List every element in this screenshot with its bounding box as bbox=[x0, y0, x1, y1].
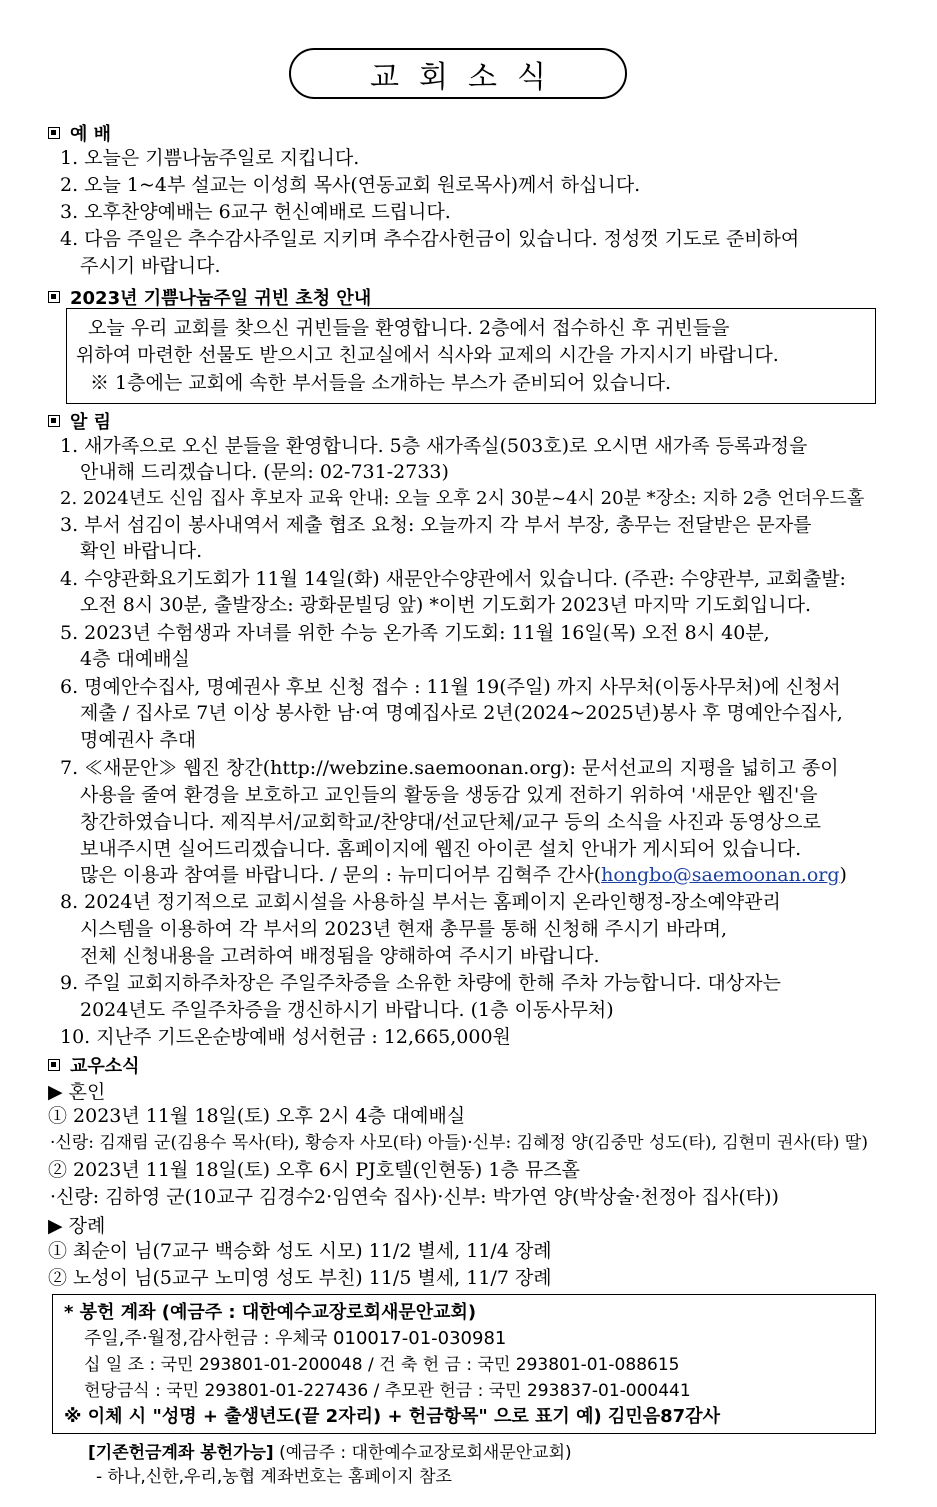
guest-box-line: ※ 1층에는 교회에 속한 부서들을 소개하는 부스가 준비되어 있습니다. bbox=[90, 372, 672, 394]
notice-item-cont: 사용을 줄여 환경을 보호하고 교인들의 활동을 생동감 있게 전하기 위하여 '새문안 웹진'을 bbox=[80, 784, 818, 806]
footer-rest: (예금주 : 대한예수교장로회새문안교회) bbox=[273, 1443, 572, 1463]
footer-bold: [기존헌금계좌 봉헌가능] bbox=[88, 1443, 274, 1463]
wedding-heading: ▶ 혼인 bbox=[48, 1081, 106, 1103]
notice-item: 6. 명예안수집사, 명예권사 후보 신청 접수 : 11월 19(주일) 까지 사무처(이동사무처)에 신청서 bbox=[60, 676, 841, 698]
notice-item-cont: 창간하였습니다. 제직부서/교회학교/찬양대/선교단체/교구 등의 소식을 사진과 동영상으로 bbox=[80, 811, 821, 833]
wedding-item: ① 2023년 11월 18일(토) 오후 2시 4층 대예배실 bbox=[48, 1105, 466, 1127]
section-members-heading bbox=[48, 1052, 140, 1078]
worship-item: 2. 오늘 1~4부 설교는 이성희 목사(연동교회 원로목사)께서 하십니다. bbox=[60, 174, 641, 196]
worship-item-cont: 주시기 바랍니다. bbox=[80, 255, 221, 277]
square-bullet-icon bbox=[48, 291, 60, 303]
section-guest-heading bbox=[48, 284, 371, 310]
wedding-item: ② 2023년 11월 18일(토) 오후 6시 PJ호텔(인현동) 1층 뮤즈홀 bbox=[48, 1159, 580, 1181]
guest-box-line: 위하여 마련한 선물도 받으시고 친교실에서 식사와 교제의 시간을 가지시기 바랍니다. bbox=[76, 344, 779, 366]
wedding-detail: ·신랑: 김하영 군(10교구 김경수2·임연숙 집사)·신부: 박가연 양(박상술·천정아 집사(타)) bbox=[50, 1186, 779, 1208]
notice-item: 7. ≪새문안≫ 웹진 창간(http://webzine.saemoonan.org): 문서선교의 지평을 넓히고 종이 bbox=[60, 757, 839, 779]
worship-item: 1. 오늘은 기쁨나눔주일로 지킵니다. bbox=[60, 147, 360, 169]
funeral-item: ② 노성이 님(5교구 노미영 성도 부친) 11/5 별세, 11/7 장례 bbox=[48, 1267, 552, 1289]
square-bullet-icon bbox=[48, 1059, 60, 1071]
offering-line: 주일,주·월정,감사헌금 : 우체국 010017-01-030981 bbox=[84, 1328, 507, 1349]
notice-item: 9. 주일 교회지하주차장은 주일주차증을 소유한 차량에 한해 주차 가능합니다. 대상자는 bbox=[60, 972, 781, 994]
section-worship-label: 예 배 bbox=[70, 124, 112, 145]
notice-item-cont bbox=[80, 862, 847, 888]
notice-item-cont: 보내주시면 실어드리겠습니다. 홈페이지에 웹진 아이콘 설치 안내가 게시되어 있습니다. bbox=[80, 838, 802, 860]
section-guest-label: 2023년 기쁨나눔주일 귀빈 초청 안내 bbox=[70, 288, 372, 309]
offering-line: 헌당금식 : 국민 293801-01-227436 / 추모관 헌금 : 국민 293837-01-000441 bbox=[84, 1381, 691, 1401]
email-close-paren: ) bbox=[839, 864, 847, 886]
section-notice-heading bbox=[48, 408, 111, 434]
notice-item-cont: 오전 8시 30분, 출발장소: 광화문빌딩 앞) *이번 기도회가 2023년 마지막 기도회입니다. bbox=[80, 594, 812, 616]
notice-item-cont: 확인 바랍니다. bbox=[80, 540, 203, 562]
notice-item: 10. 지난주 기드온순방예배 성서헌금 : 12,665,000원 bbox=[60, 1026, 511, 1048]
square-bullet-icon bbox=[48, 415, 60, 427]
notice-item-cont: 명예권사 추대 bbox=[80, 729, 197, 751]
funeral-heading: ▶ 장례 bbox=[48, 1215, 106, 1237]
page-title: 교회소식 bbox=[370, 59, 566, 95]
notice-item-cont: 시스템을 이용하여 각 부서의 2023년 현재 총무를 통해 신청해 주시기 바라며, bbox=[80, 918, 728, 940]
worship-item: 3. 오후찬양예배는 6교구 헌신예배로 드립니다. bbox=[60, 201, 451, 223]
notice-item: 8. 2024년 정기적으로 교회시설을 사용하실 부서는 홈페이지 온라인행정-장소예약관리 bbox=[60, 891, 781, 913]
funeral-item: ① 최순이 님(7교구 백승화 성도 시모) 11/2 별세, 11/4 장례 bbox=[48, 1240, 552, 1262]
notice-item-cont: 제출 / 집사로 7년 이상 봉사한 남·여 명예집사로 2년(2024~2025년)봉사 후 명예안수집사, bbox=[80, 702, 843, 724]
email-link[interactable]: hongbo@saemoonan.org bbox=[601, 864, 840, 886]
notice-item: 2. 2024년도 신임 집사 후보자 교육 안내: 오늘 오후 2시 30분~4시 20분 *장소: 지하 2층 언더우드홀 bbox=[60, 488, 865, 509]
section-notice-label: 알 림 bbox=[70, 412, 112, 433]
footer-line bbox=[88, 1440, 572, 1466]
wedding-detail: ·신랑: 김재림 군(김용수 목사(타), 황승자 사모(타) 아들)·신부: 김혜정 양(김중만 성도(타), 김현미 권사(타) 딸) bbox=[50, 1133, 868, 1153]
offering-line: 십 일 조 : 국민 293801-01-200048 / 건 축 헌 금 : 국민 293801-01-088615 bbox=[84, 1355, 680, 1375]
offering-note: ※ 이체 시 "성명 + 출생년도(끝 2자리) + 헌금항목" 으로 표기 예) 김민음87감사 bbox=[64, 1406, 720, 1427]
notice-item-cont: 안내해 드리겠습니다. (문의: 02-731-2733) bbox=[80, 461, 449, 483]
square-bullet-icon bbox=[48, 127, 60, 139]
worship-item: 4. 다음 주일은 추수감사주일로 지키며 추수감사헌금이 있습니다. 정성껏 기도로 준비하여 bbox=[60, 228, 800, 250]
title-box bbox=[289, 48, 627, 99]
section-members-label: 교우소식 bbox=[70, 1056, 140, 1077]
notice-item: 5. 2023년 수험생과 자녀를 위한 수능 온가족 기도회: 11월 16일(목) 오전 8시 40분, bbox=[60, 622, 770, 644]
offering-heading: * 봉헌 계좌 (예금주 : 대한예수교장로회새문안교회) bbox=[64, 1302, 477, 1323]
notice-item-cont: 2024년도 주일주차증을 갱신하시기 바랍니다. (1층 이동사무처) bbox=[80, 999, 614, 1021]
notice-item: 3. 부서 섬김이 봉사내역서 제출 협조 요청: 오늘까지 각 부서 부장, 총무는 전달받은 문자를 bbox=[60, 514, 812, 536]
notice-item-cont: 전체 신청내용을 고려하여 배정됨을 양해하여 주시기 바랍니다. bbox=[80, 945, 600, 967]
notice-contact-text: 많은 이용과 참여를 바랍니다. / 문의 : 뉴미디어부 김혁주 간사( bbox=[80, 864, 602, 886]
notice-item: 1. 새가족으로 오신 분들을 환영합니다. 5층 새가족실(503호)로 오시면 새가족 등록과정을 bbox=[60, 435, 808, 457]
guest-box-line: 오늘 우리 교회를 찾으신 귀빈들을 환영합니다. 2층에서 접수하신 후 귀빈들을 bbox=[88, 317, 730, 339]
section-worship-heading bbox=[48, 120, 111, 146]
notice-item: 4. 수양관화요기도회가 11월 14일(화) 새문안수양관에서 있습니다. (주관: 수양관부, 교회출발: bbox=[60, 568, 846, 590]
notice-item-cont: 4층 대예배실 bbox=[80, 648, 190, 670]
footer-line: - 하나,신한,우리,농협 계좌번호는 홈페이지 참조 bbox=[96, 1467, 452, 1487]
